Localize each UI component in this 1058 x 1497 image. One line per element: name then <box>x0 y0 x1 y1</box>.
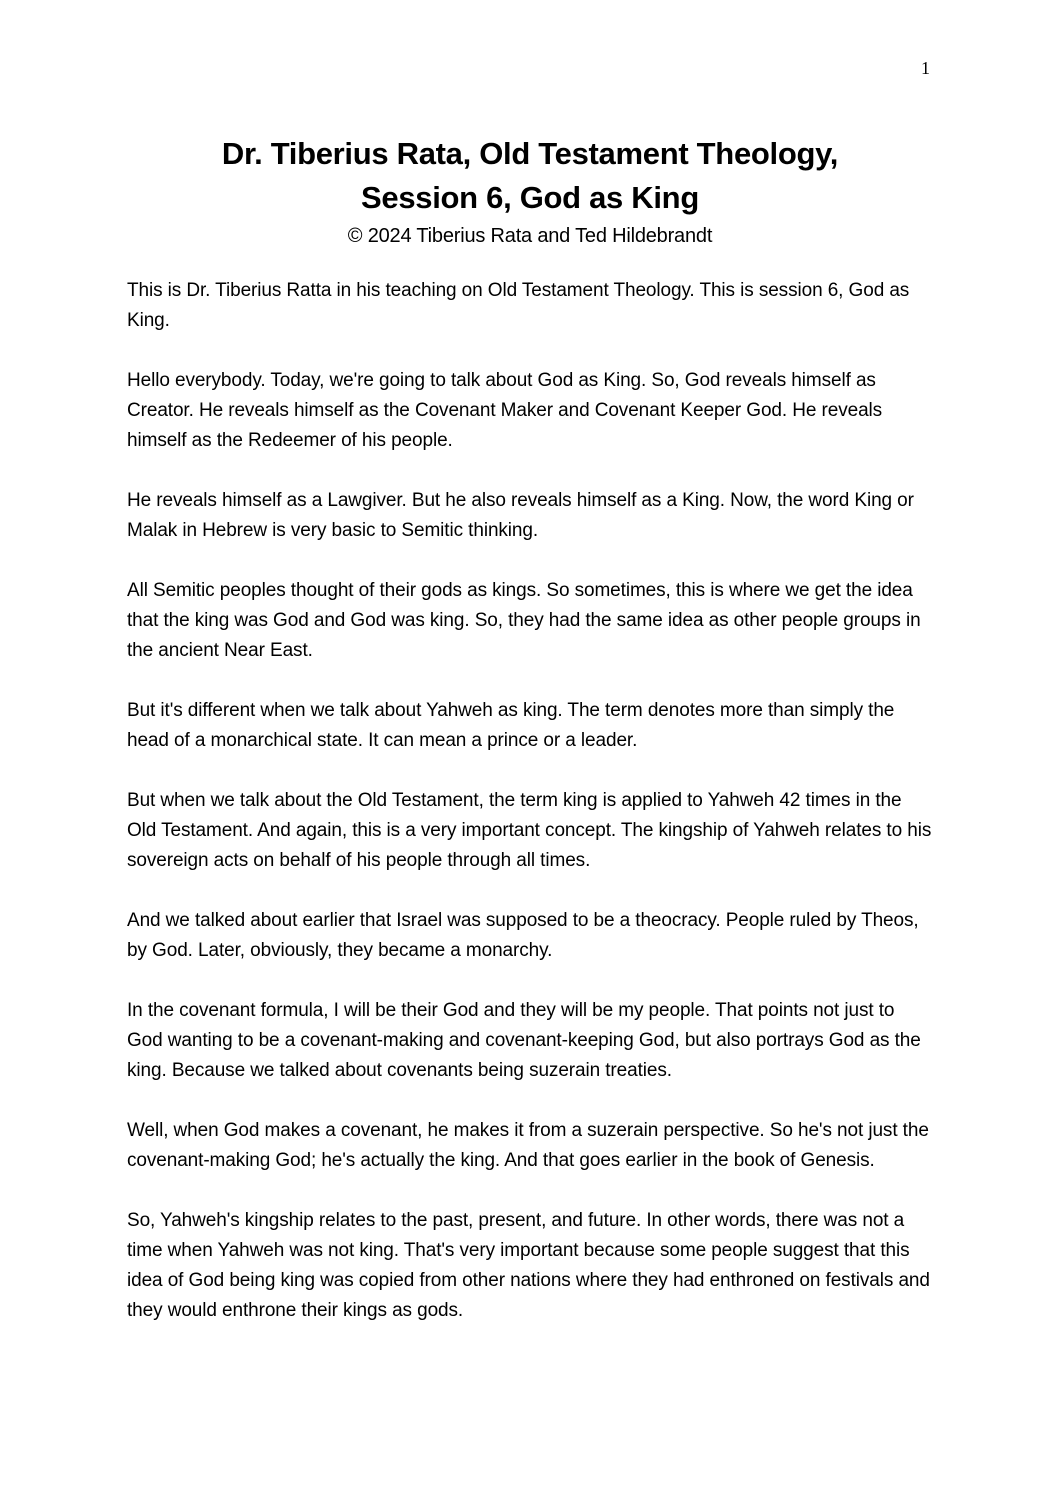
paragraph: This is Dr. Tiberius Ratta in his teaching on Old Testament Theology. This is session 6, God as King. <box>127 280 910 331</box>
page-number: 1 <box>921 58 930 78</box>
paragraph: But when we talk about the Old Testament, the term king is applied to Yahweh 42 times in the Old Testament. And again, this is a very important concept. The kingship of Yahweh relates to his sovereign acts on behalf of his people through all times. <box>127 790 932 871</box>
paragraph: Hello everybody. Today, we're going to talk about God as King. So, God reveals himself as Creator. He reveals himself as the Covenant Maker and Covenant Keeper God. He reveals himself as the Redeemer of his people. <box>127 370 883 451</box>
document-title <box>127 132 933 220</box>
paragraph: But it's different when we talk about Yahweh as king. The term denotes more than simply the head of a monarchical state. It can mean a prince or a leader. <box>127 700 895 751</box>
paragraph: All Semitic peoples thought of their gods as kings. So sometimes, this is where we get the idea that the king was God and God was king. So, they had the same idea as other people groups in the ancient Near East. <box>127 580 921 661</box>
paragraph: Well, when God makes a covenant, he makes it from a suzerain perspective. So he's not just the covenant-making God; he's actually the king. And that goes earlier in the book of Genesis. <box>127 1120 929 1171</box>
paragraph: He reveals himself as a Lawgiver. But he also reveals himself as a King. Now, the word King or Malak in Hebrew is very basic to Semitic thinking. <box>127 490 914 541</box>
paragraph: And we talked about earlier that Israel was supposed to be a theocracy. People ruled by Theos, by God. Later, obviously, they became a monarchy. <box>127 910 919 961</box>
paragraph: So, Yahweh's kingship relates to the past, present, and future. In other words, there was not a time when Yahweh was not king. That's very important because some people suggest that this idea of God being king was copied from other nations where they had enthroned on festivals and they would enthrone their kings as gods. <box>127 1210 930 1321</box>
title-line-1: Dr. Tiberius Rata, Old Testament Theology, <box>221 136 839 171</box>
transcript-body <box>127 276 933 1326</box>
document-content <box>127 132 933 1356</box>
paragraph: In the covenant formula, I will be their God and they will be my people. That points not just to God wanting to be a covenant-making and covenant-keeping God, but also portrays God as the king. Because we talked about covenants being suzerain treaties. <box>127 1000 921 1081</box>
copyright-line: © 2024 Tiberius Rata and Ted Hildebrandt <box>347 225 713 247</box>
title-line-2: Session 6, God as King <box>361 180 699 215</box>
